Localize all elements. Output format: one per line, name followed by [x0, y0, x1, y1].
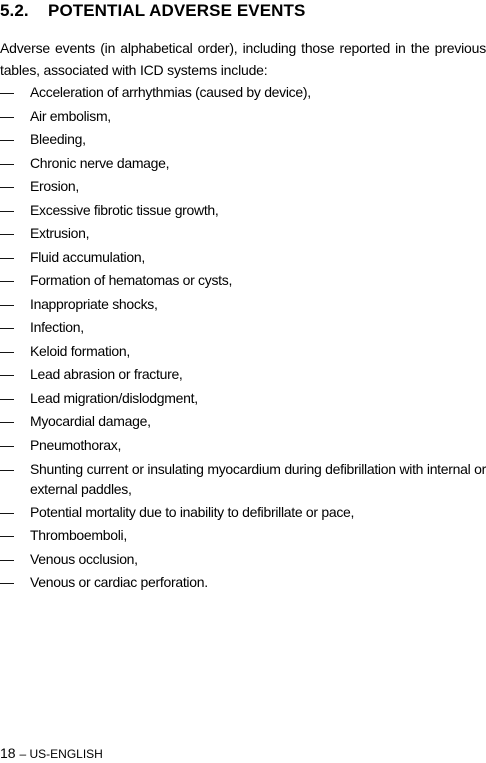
dash-bullet: —: [0, 272, 14, 288]
list-item: [0, 81, 486, 105]
dash-bullet: —: [0, 460, 14, 477]
list-item-text: Lead abrasion or fracture,: [30, 366, 183, 382]
list-item: [0, 571, 486, 595]
list-item-text: Formation of hematomas or cysts,: [30, 272, 233, 288]
list-item: [0, 316, 486, 340]
dash-bullet: —: [0, 225, 14, 241]
dash-bullet: —: [0, 550, 14, 567]
list-item: [0, 152, 486, 176]
dash-bullet: —: [0, 178, 14, 194]
list-item-text: Chronic nerve damage,: [30, 154, 170, 171]
list-item-text: Potential mortality due to inability to defibrillate or pace,: [30, 503, 355, 520]
list-item: [0, 548, 486, 572]
list-item: [0, 293, 486, 317]
page-number: 18: [0, 745, 16, 761]
list-item-text: Excessive fibrotic tissue growth,: [30, 201, 219, 218]
list-item: [0, 222, 486, 246]
list-item: [0, 340, 486, 364]
list-item: [0, 105, 486, 129]
dash-bullet: —: [0, 574, 14, 590]
list-item-text: Acceleration of arrhythmias (caused by device),: [30, 84, 311, 100]
list-item-text: Inappropriate shocks,: [30, 295, 158, 312]
list-item-text: Keloid formation,: [30, 342, 130, 359]
list-item-text: Thromboemboli,: [30, 527, 127, 543]
section-heading: [0, 0, 486, 22]
dash-bullet: —: [0, 201, 14, 218]
list-item-text: Extrusion,: [30, 225, 90, 241]
list-item-text: Fluid accumulation,: [30, 248, 145, 265]
list-item: [0, 434, 486, 458]
list-item-text: Infection,: [30, 319, 84, 335]
dash-bullet: —: [0, 342, 14, 359]
list-item-text: Venous occlusion,: [30, 550, 138, 567]
list-item-text: Venous or cardiac perforation.: [30, 574, 208, 590]
list-item: [0, 501, 486, 525]
dash-bullet: —: [0, 84, 14, 100]
list-item: [0, 457, 486, 501]
list-item: [0, 410, 486, 434]
dash-bullet: —: [0, 436, 14, 453]
list-item: [0, 128, 486, 152]
section-number: 5.2.: [0, 1, 29, 20]
intro-paragraph: Adverse events (in alphabetical order), including those reported in the previous tables, associated with ICD systems include:: [0, 40, 486, 78]
dash-bullet: —: [0, 131, 14, 147]
footer-language: – US-ENGLISH: [19, 747, 103, 761]
dash-bullet: —: [0, 389, 14, 406]
dash-bullet: —: [0, 319, 14, 335]
dash-bullet: —: [0, 248, 14, 265]
adverse-events-list: [0, 81, 486, 595]
list-item-text: Erosion,: [30, 178, 79, 194]
dash-bullet: —: [0, 154, 14, 171]
list-item-text: Lead migration/dislodgment,: [30, 389, 198, 406]
list-item: [0, 246, 486, 270]
dash-bullet: —: [0, 366, 14, 382]
section-title: POTENTIAL ADVERSE EVENTS: [48, 1, 306, 20]
dash-bullet: —: [0, 413, 14, 429]
dash-bullet: —: [0, 295, 14, 312]
dash-bullet: —: [0, 527, 14, 543]
list-item-text: Air embolism,: [30, 107, 111, 124]
list-item: [0, 199, 486, 223]
list-item: [0, 175, 486, 199]
dash-bullet: —: [0, 107, 14, 124]
list-item-text: Myocardial damage,: [30, 413, 151, 429]
list-item-text: Shunting current or insulating myocardium during defibrillation with internal or external paddles,: [30, 460, 486, 497]
page-footer: [0, 744, 103, 763]
dash-bullet: —: [0, 503, 14, 520]
list-item: [0, 363, 486, 387]
list-item: [0, 269, 486, 293]
list-item: [0, 387, 486, 411]
list-item-text: Bleeding,: [30, 131, 86, 147]
list-item-text: Pneumothorax,: [30, 436, 122, 453]
list-item: [0, 524, 486, 548]
